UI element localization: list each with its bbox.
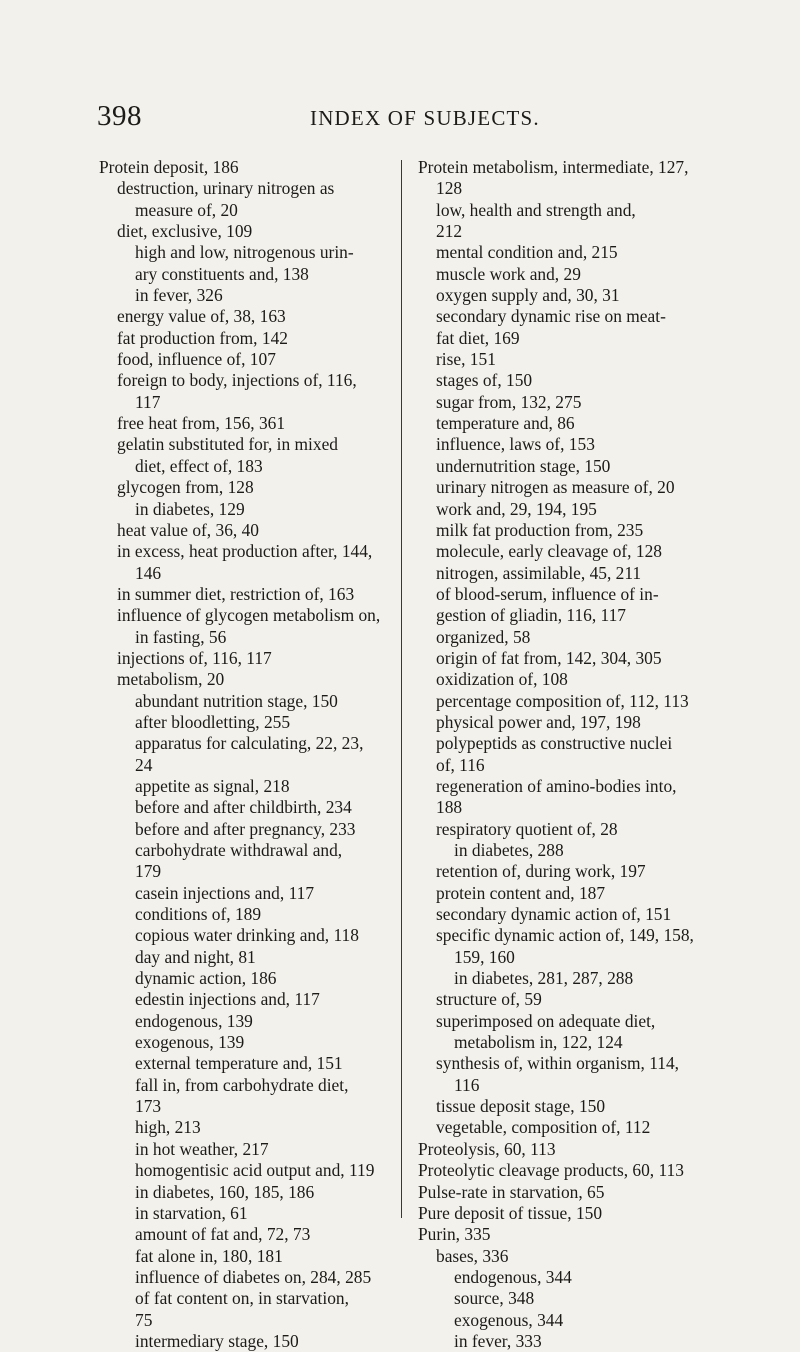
- index-entry: copious water drinking and, 118: [135, 925, 359, 946]
- index-entry: in diabetes, 129: [135, 498, 245, 519]
- index-entry: regeneration of amino-bodies into,: [436, 775, 677, 796]
- index-entry: in hot weather, 217: [135, 1138, 269, 1159]
- index-entry: molecule, early cleavage of, 128: [436, 541, 662, 562]
- index-entry: before and after pregnancy, 233: [135, 818, 356, 839]
- index-entry: casein injections and, 117: [135, 882, 315, 903]
- index-entry: 179: [135, 861, 162, 882]
- index-entry: urinary nitrogen as measure of, 20: [436, 477, 675, 498]
- index-entry: influence, laws of, 153: [436, 434, 595, 455]
- index-entry: in diabetes, 160, 185, 186: [135, 1181, 315, 1202]
- index-entry: stages of, 150: [436, 370, 533, 391]
- index-entry: ary constituents and, 138: [135, 263, 309, 284]
- index-entry: sugar from, 132, 275: [436, 391, 582, 412]
- index-entry: specific dynamic action of, 149, 158,: [436, 925, 694, 946]
- index-entry: amount of fat and, 72, 73: [135, 1224, 311, 1245]
- index-entry: superimposed on adequate diet,: [436, 1010, 656, 1031]
- index-entry: Proteolytic cleavage products, 60, 113: [418, 1160, 684, 1181]
- index-entry: synthesis of, within organism, 114,: [436, 1053, 679, 1074]
- index-entry: 146: [135, 562, 162, 583]
- index-entry: homogentisic acid output and, 119: [135, 1160, 375, 1181]
- index-entry: diet, exclusive, 109: [117, 221, 253, 242]
- index-entry: retention of, during work, 197: [436, 861, 646, 882]
- index-entry: glycogen from, 128: [117, 477, 254, 498]
- index-entry: 128: [436, 178, 463, 199]
- index-entry: fat diet, 169: [436, 327, 520, 348]
- index-entry: 212: [436, 221, 463, 242]
- index-entry: exogenous, 139: [135, 1032, 245, 1053]
- index-entry: Protein deposit, 186: [99, 157, 239, 177]
- page-header: [0, 100, 800, 140]
- index-entry: source, 348: [454, 1288, 535, 1309]
- index-entry: percentage composition of, 112, 113: [436, 690, 689, 711]
- index-entry: rise, 151: [436, 349, 496, 370]
- column-divider: [401, 160, 402, 1218]
- index-entry: appetite as signal, 218: [135, 775, 290, 796]
- index-entry: in fever, 333: [454, 1330, 542, 1351]
- index-entry: exogenous, 344: [454, 1309, 564, 1330]
- index-entry: dynamic action, 186: [135, 968, 277, 989]
- index-entry: day and night, 81: [135, 946, 256, 967]
- index-entry: energy value of, 38, 163: [117, 306, 286, 327]
- index-entry: low, health and strength and,: [436, 199, 636, 220]
- index-entry: Protein metabolism, intermediate, 127,: [418, 157, 689, 177]
- index-entry: fat alone in, 180, 181: [135, 1245, 283, 1266]
- index-entry: of fat content on, in starvation,: [135, 1288, 349, 1309]
- index-entry: external temperature and, 151: [135, 1053, 343, 1074]
- index-entry: mental condition and, 215: [436, 242, 618, 263]
- index-entry: work and, 29, 194, 195: [436, 498, 597, 519]
- index-entry: respiratory quotient of, 28: [436, 818, 618, 839]
- index-entry: in starvation, 61: [135, 1202, 248, 1223]
- index-entry: apparatus for calculating, 22, 23,: [135, 733, 364, 754]
- index-entry: after bloodletting, 255: [135, 711, 291, 732]
- index-entry: Proteolysis, 60, 113: [418, 1138, 556, 1159]
- index-entry: in fever, 326: [135, 285, 223, 306]
- index-entry: high and low, nitrogenous urin-: [135, 242, 354, 263]
- index-entry: metabolism in, 122, 124: [454, 1032, 623, 1053]
- index-entry: secondary dynamic rise on meat-: [436, 306, 666, 327]
- index-entry: temperature and, 86: [436, 413, 575, 434]
- index-entry: Pulse-rate in starvation, 65: [418, 1181, 605, 1202]
- index-entry: undernutrition stage, 150: [436, 455, 611, 476]
- index-entry: intermediary stage, 150: [135, 1330, 299, 1351]
- index-entry: food, influence of, 107: [117, 349, 276, 370]
- index-entry: of, 116: [436, 754, 485, 775]
- index-entry: milk fat production from, 235: [436, 519, 644, 540]
- index-entry: structure of, 59: [436, 989, 542, 1010]
- index-entry: polypeptids as constructive nuclei: [436, 733, 673, 754]
- index-entry: oxygen supply and, 30, 31: [436, 285, 620, 306]
- index-entry: in diabetes, 281, 287, 288: [454, 968, 634, 989]
- index-entry: heat value of, 36, 40: [117, 519, 259, 540]
- index-entry: vegetable, composition of, 112: [436, 1117, 651, 1138]
- index-entry: 173: [135, 1096, 162, 1117]
- index-entry: Purin, 335: [418, 1224, 491, 1245]
- index-entry: fat production from, 142: [117, 327, 288, 348]
- index-entry: fall in, from carbohydrate diet,: [135, 1074, 349, 1095]
- index-entry: diet, effect of, 183: [135, 455, 263, 476]
- index-entry: organized, 58: [436, 626, 531, 647]
- index-entry: in summer diet, restriction of, 163: [117, 583, 355, 604]
- index-entry: high, 213: [135, 1117, 201, 1138]
- page-number: 398: [97, 100, 142, 132]
- index-entry: free heat from, 156, 361: [117, 413, 286, 434]
- index-entry: in diabetes, 288: [454, 840, 564, 860]
- index-entry: conditions of, 189: [135, 904, 262, 925]
- index-entry: endogenous, 139: [135, 1010, 253, 1031]
- index-entry: in fasting, 56: [135, 626, 227, 647]
- index-entry: oxidization of, 108: [436, 669, 568, 690]
- index-entry: bases, 336: [436, 1245, 509, 1266]
- index-entry: injections of, 116, 117: [117, 647, 272, 668]
- index-entry: nitrogen, assimilable, 45, 211: [436, 562, 642, 583]
- index-entry: influence of glycogen metabolism on,: [117, 605, 381, 626]
- index-entry: physical power and, 197, 198: [436, 711, 641, 732]
- index-entry: protein content and, 187: [436, 882, 606, 903]
- index-entry: edestin injections and, 117: [135, 989, 320, 1010]
- index-entry: tissue deposit stage, 150: [436, 1096, 606, 1117]
- index-entry: 117: [135, 391, 161, 412]
- index-entry: 188: [436, 797, 463, 818]
- index-entry: in excess, heat production after, 144,: [117, 541, 373, 562]
- running-title: INDEX OF SUBJECTS.: [310, 106, 540, 130]
- index-entry: gelatin substituted for, in mixed: [117, 434, 338, 455]
- index-entry: carbohydrate withdrawal and,: [135, 840, 343, 860]
- index-entry: before and after childbirth, 234: [135, 797, 352, 818]
- index-entry: foreign to body, injections of, 116,: [117, 370, 357, 391]
- index-entry: endogenous, 344: [454, 1266, 572, 1287]
- index-entry: secondary dynamic action of, 151: [436, 904, 672, 925]
- index-entry: metabolism, 20: [117, 669, 225, 690]
- index-entry: 24: [135, 754, 153, 775]
- index-entry: 75: [135, 1309, 153, 1330]
- index-entry: 116: [454, 1074, 480, 1095]
- index-entry: gestion of gliadin, 116, 117: [436, 605, 626, 626]
- index-entry: destruction, urinary nitrogen as: [117, 178, 335, 199]
- index-entry: 159, 160: [454, 946, 515, 967]
- index-entry: muscle work and, 29: [436, 263, 581, 284]
- index-entry: influence of diabetes on, 284, 285: [135, 1266, 372, 1287]
- index-entry: measure of, 20: [135, 199, 238, 220]
- index-entry: origin of fat from, 142, 304, 305: [436, 647, 662, 668]
- index-entry: of blood-serum, influence of in-: [436, 583, 659, 604]
- index-entry: abundant nutrition stage, 150: [135, 690, 338, 711]
- index-entry: Pure deposit of tissue, 150: [418, 1202, 603, 1223]
- index-column-left: [99, 157, 391, 1352]
- index-column-right: [418, 157, 710, 1352]
